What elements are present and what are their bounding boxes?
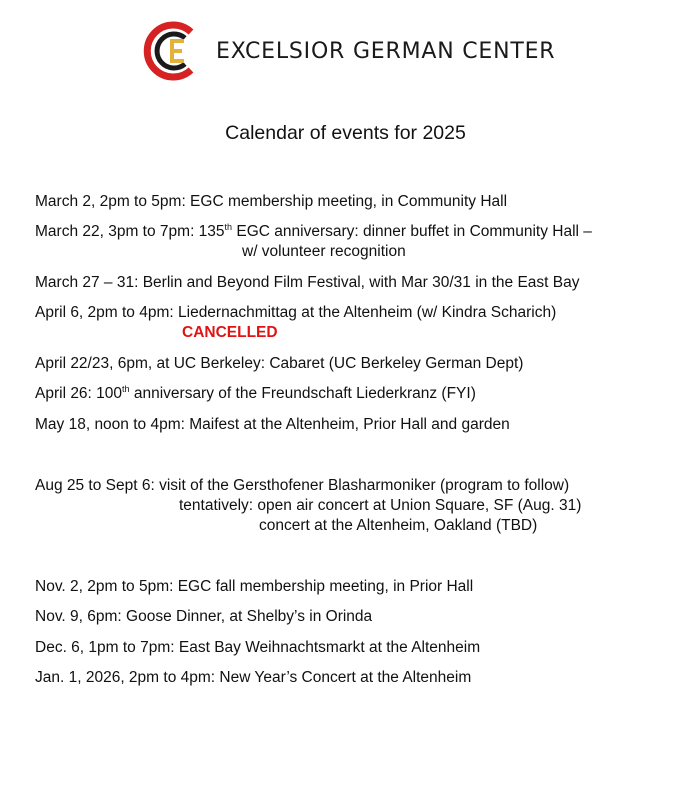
- event-item: Jan. 1, 2026, 2pm to 4pm: New Year’s Concert at the Altenheim: [35, 669, 472, 686]
- event-item: April 6, 2pm to 4pm: Liedernachmittag at the Altenheim (w/ Kindra Scharich): [35, 304, 557, 321]
- egc-logo-icon: [143, 20, 203, 82]
- event-item: Nov. 9, 6pm: Goose Dinner, at Shelby’s in Orinda: [35, 608, 373, 625]
- org-name: EXCELSIOR GERMAN CENTER: [216, 39, 556, 64]
- event-item: April 26: 100th anniversary of the Freundschaft Liederkranz (FYI): [35, 384, 476, 402]
- event-item-continuation: concert at the Altenheim, Oakland (TBD): [259, 517, 538, 534]
- event-item-continuation: w/ volunteer recognition: [242, 243, 406, 260]
- event-item: May 18, noon to 4pm: Maifest at the Altenheim, Prior Hall and garden: [35, 416, 510, 433]
- event-item: March 22, 3pm to 7pm: 135th EGC anniversary: dinner buffet in Community Hall –: [35, 222, 592, 240]
- event-item: Dec. 6, 1pm to 7pm: East Bay Weihnachtsmarkt at the Altenheim: [35, 639, 481, 656]
- cancelled-badge: CANCELLED: [182, 324, 278, 341]
- event-item-continuation: tentatively: open air concert at Union Square, SF (Aug. 31): [179, 497, 582, 514]
- event-item: Nov. 2, 2pm to 5pm: EGC fall membership meeting, in Prior Hall: [35, 578, 474, 595]
- event-item: March 2, 2pm to 5pm: EGC membership meeting, in Community Hall: [35, 193, 508, 210]
- event-item: March 27 – 31: Berlin and Beyond Film Festival, with Mar 30/31 in the East Bay: [35, 274, 580, 291]
- event-item: Aug 25 to Sept 6: visit of the Gersthofener Blasharmoniker (program to follow): [35, 477, 570, 494]
- event-item: April 22/23, 6pm, at UC Berkeley: Cabaret (UC Berkeley German Dept): [35, 355, 524, 372]
- page-title: Calendar of events for 2025: [225, 122, 466, 144]
- header: [143, 20, 563, 82]
